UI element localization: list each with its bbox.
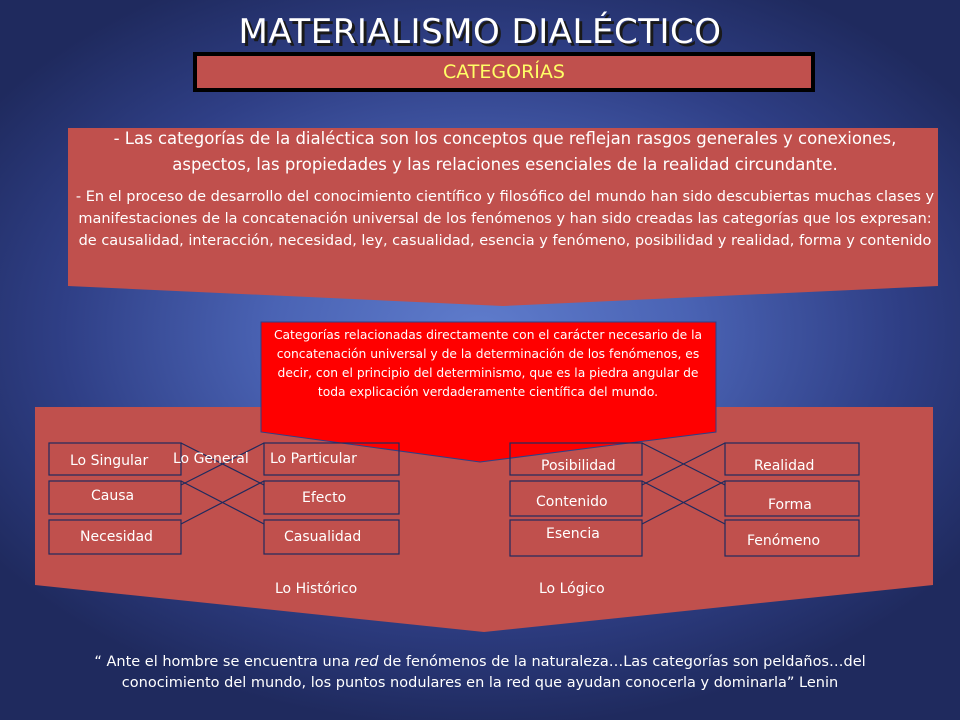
intro-paragraph-1 (72, 126, 938, 178)
label-forma: Forma (768, 497, 812, 513)
label-lo-singular: Lo Singular (70, 453, 149, 469)
label-efecto: Efecto (302, 490, 347, 506)
intro-dash-1: - (113, 129, 125, 148)
label-realidad: Realidad (754, 458, 815, 474)
label-lo-particular: Lo Particular (270, 451, 357, 467)
label-necesidad: Necesidad (80, 529, 153, 545)
intro-text (72, 126, 938, 252)
label-contenido: Contenido (536, 494, 608, 510)
label-posibilidad: Posibilidad (541, 458, 616, 474)
label-lo-historico: Lo Histórico (275, 581, 358, 597)
intro-paragraph-2 (72, 186, 938, 252)
intro-text-2: En el proceso de desarrollo del conocimiento científico y filosófico del mundo han sido descubiertas muchas clases y manifestaciones de la concatenación universal de los fenómenos y han sido creadas las categorías que los expresan: de causalidad, interacción, necesidad, ley, casualidad, esencia y fenómeno, posibilidad y realidad, forma y contenido (78, 189, 935, 249)
lenin-quote (80, 652, 880, 694)
quote-rest: de fenómenos de la naturaleza…Las categorías son peldaños…del conocimiento del mundo, los puntos nodulares en la red que ayudan conocerla y dominarla” Lenin (121, 654, 866, 691)
intro-dash-2: - (75, 189, 86, 205)
label-lo-logico: Lo Lógico (539, 581, 605, 597)
subtitle-label: CATEGORÍAS (443, 61, 565, 83)
label-fenomeno: Fenómeno (747, 533, 821, 549)
intro-text-1: Las categorías de la dialéctica son los conceptos que reflejan rasgos generales y conexiones, aspectos, las propiedades y las relaciones esenciales de la realidad circundante. (124, 129, 897, 174)
page-title: MATERIALISMO DIALÉCTICO (238, 12, 722, 52)
label-casualidad: Casualidad (284, 529, 362, 545)
label-causa: Causa (91, 488, 135, 504)
quote-italic-word: red (354, 654, 379, 670)
label-lo-general: Lo General (173, 451, 249, 467)
callout-text: Categorías relacionadas directamente con el carácter necesario de la concatenación universal y de la determinación de los fenómenos, es decir, con el principio del determinismo, que es la piedra angular de toda explicación verdaderamente científica del mundo. (273, 328, 703, 399)
quote-open: “ Ante el hombre se encuentra una (94, 654, 355, 670)
label-esencia: Esencia (546, 526, 600, 542)
